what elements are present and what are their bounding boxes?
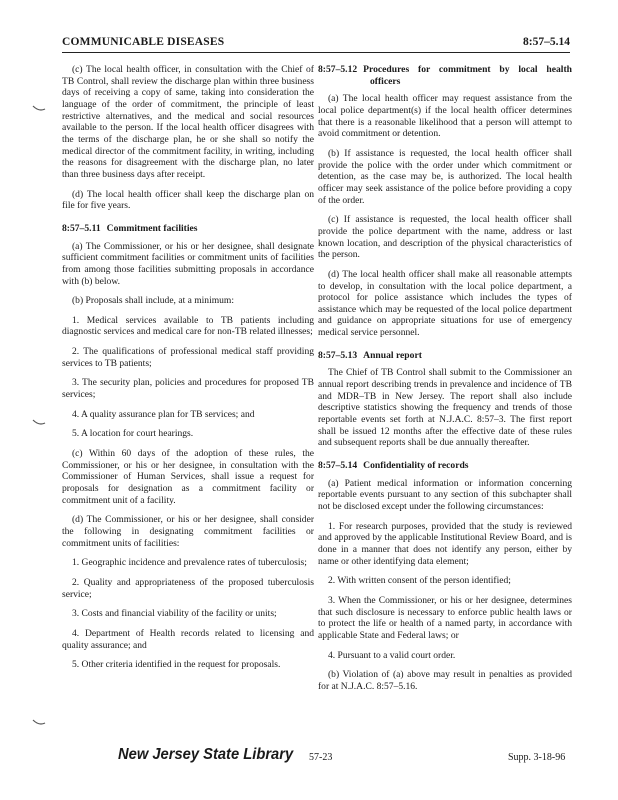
section-heading <box>318 460 572 472</box>
margin-mark-icon <box>32 104 46 112</box>
list-item: 4. Pursuant to a valid court order. <box>328 649 456 661</box>
section-range: 8:57–5.14 <box>523 36 570 48</box>
paragraph: (b) Proposals shall include, at a minimum: <box>72 295 235 307</box>
header-rule <box>62 52 570 53</box>
list-item: 2. Quality and appropriateness of the proposed tuberculosis service; <box>62 576 314 600</box>
section-heading <box>62 223 314 235</box>
page-footer <box>0 746 618 782</box>
section-title: Confidentiality of records <box>363 460 469 472</box>
margin-mark-icon <box>32 718 46 726</box>
paragraph: (c) Within 60 days of the adoption of these rules, the Commissioner, or his or her designee, in consultation with the Commissioner of Human Services, shall issue a request for proposals for designation as a commitment facility or commitment unit of a facility. <box>62 448 314 506</box>
paragraph: (c) The local health officer, in consultation with the Chief of TB Control, shall review the discharge plan within three business days of receiving a copy of same, taking into consideration the language of the order of commitment, the principle of least restrictive alternatives, and the medical and social resources available to the person. If the local health officer disagrees with the terms of the discharge plan, he or she shall so notify the medical director of the commitment facility, in writing, including the reasons for disagreement with the discharge plan, no later than three business days after receipt. <box>62 64 314 180</box>
list-item: 2. The qualifications of professional medical staff providing services to TB patients; <box>62 346 314 369</box>
paragraph: The Chief of TB Control shall submit to the Commissioner an annual report describing trends in prevalence and incidence of TB and MDR–TB in New Jersey. The report shall also include descriptive statistics showing the frequency and trends of those reportable events set forth at N.J.A.C. 8:57–3. The first report shall be issued 12 months after the effective date of these rules and subsequent reports shall be due annually thereafter. <box>318 367 572 449</box>
section-heading <box>318 350 572 362</box>
section-number: 8:57–5.11 <box>62 222 101 234</box>
running-header <box>62 36 570 52</box>
page-number: 57-23 <box>309 752 333 763</box>
section-number: 8:57–5.12 <box>318 64 358 75</box>
list-item: 4. Department of Health records related to licensing and quality assurance; and <box>62 627 314 651</box>
paragraph: (a) The Commissioner, or his or her designee, shall designate sufficient commitment facilities or commitment units of facilities from among those facilities submitting proposals in accordance with (b) below. <box>62 240 314 287</box>
paragraph: (d) The Commissioner, or his or her designee, shall consider the following in designating commitment facilities or commitment units of facilities: <box>62 514 314 549</box>
paragraph: (b) If assistance is requested, the local health officer shall provide the police with the order under which commitment or detention, as the case may be, is authorized. The local health officer may seek assistance of the police before providing a copy of the order. <box>318 147 572 206</box>
paragraph: (d) The local health officer shall make all reasonable attempts to develop, in consultation with the local police department, a protocol for police assistance which includes the types of assistance which may be requested of the local police department and guidance on appropriate situations for use of emergency medical service personnel. <box>318 268 572 339</box>
paragraph: (b) Violation of (a) above may result in penalties as provided for at N.J.A.C. 8:57–5.16. <box>318 669 572 692</box>
section-title: Procedures for commitment by local health officers <box>363 64 572 87</box>
library-stamp: New Jersey State Library <box>118 746 294 763</box>
margin-mark-icon <box>32 418 46 426</box>
list-item: 5. Other criteria identified in the request for proposals. <box>72 659 281 671</box>
list-item: 5. A location for court hearings. <box>72 428 194 440</box>
section-number: 8:57–5.13 <box>318 349 358 361</box>
list-item: 1. Geographic incidence and prevalence rates of tuberculosis; <box>72 557 307 569</box>
paragraph: (c) If assistance is requested, the local health officer shall provide the police department with the name, address or last known location, and description of the physical characteristics of the person. <box>318 214 572 261</box>
section-number: 8:57–5.14 <box>318 460 358 472</box>
section-title: Annual report <box>363 349 422 361</box>
list-item: 3. Costs and financial viability of the facility or units; <box>72 608 277 620</box>
supplement-date: Supp. 3-18-96 <box>508 752 566 763</box>
list-item: 1. For research purposes, provided that the study is reviewed and approved by the applicable Institutional Review Board, and is done in a manner that does not identify any person, either by name or other identifying data element; <box>318 520 572 567</box>
list-item: 4. A quality assurance plan for TB services; and <box>72 408 255 420</box>
right-column <box>318 64 572 701</box>
paragraph: (a) Patient medical information or information concerning reportable events pursuant to any section of this subchapter shall not be disclosed except under the following circumstances: <box>318 477 572 512</box>
paragraph: (d) The local health officer shall keep the discharge plan on file for five years. <box>62 188 314 212</box>
section-title: Commitment facilities <box>106 222 198 234</box>
section-heading <box>318 64 572 87</box>
chapter-title: COMMUNICABLE DISEASES <box>62 36 225 48</box>
list-item: 3. The security plan, policies and procedures for proposed TB services; <box>62 377 314 401</box>
list-item: 2. With written consent of the person identified; <box>328 575 511 587</box>
list-item: 3. When the Commissioner, or his or her designee, determines that such disclosure is necessary to enforce public health laws or to protect the life or health of a named party, in accordance with applicable State and Federal laws; or <box>318 594 572 641</box>
paragraph: (a) The local health officer may request assistance from the local police department(s) if the local health officer determines that there is a reasonable likelihood that a person will attempt to avoid commitment or detention. <box>318 93 572 140</box>
left-column <box>62 64 314 679</box>
list-item: 1. Medical services available to TB patients including diagnostic services and medical care for non-TB related illnesses; <box>62 314 314 338</box>
